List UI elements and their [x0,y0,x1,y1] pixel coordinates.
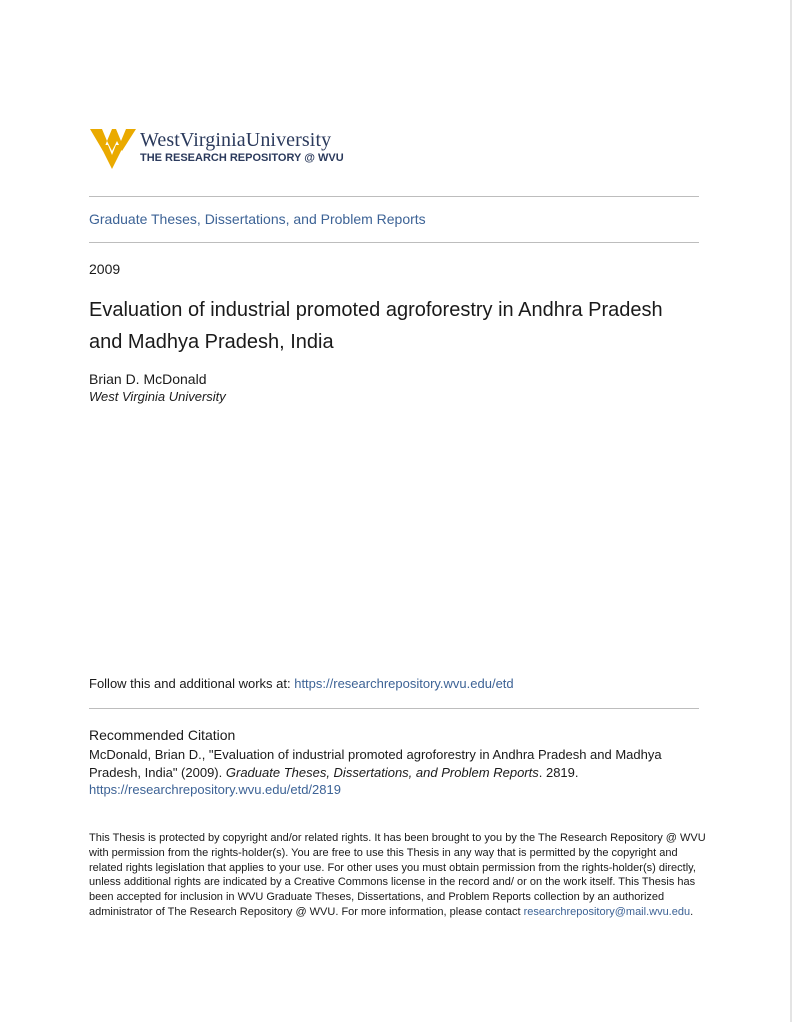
divider-top [89,196,699,197]
citation-part-2: . 2819. [538,764,579,780]
document-title-line-2: and Madhya Pradesh, India [89,331,334,353]
follow-line [89,676,514,691]
author-name: Brian D. McDonald [89,371,207,387]
series-link[interactable]: Graduate Theses, Dissertations, and Problem Reports [89,211,426,227]
logo-subtitle: THE RESEARCH REPOSITORY @ WVU [140,152,344,164]
divider-series [89,242,699,243]
citation-url-link[interactable]: https://researchrepository.wvu.edu/etd/2819 [89,782,341,797]
logo-title: WestVirginiaUniversity [140,129,332,151]
document-title [89,294,709,358]
wvu-logo[interactable] [90,125,380,175]
rights-suffix: . [690,905,694,918]
rights-statement [89,831,709,920]
author-affiliation: West Virginia University [89,389,226,404]
divider-citation [89,708,699,709]
rights-text: This Thesis is protected by copyright and/or related rights. It has been brought to you by the The Research Repository @ WVU with permission from the rights-holder(s). You are free to use this Thesis in any way that is permitted by the copyright and related rights legislation that applies to your use. For other uses you must obtain permission from the rights-holder(s) directly, unless additional rights are indicated by a Creative Commons license in the record and/ or on the work itself. This Thesis has been accepted for inclusion in WVU Graduate Theses, Dissertations, and Problem Reports collection by an authorized administrator of The Research Repository @ WVU. For more information, please contact [89,832,706,918]
follow-prefix: Follow this and additional works at: [89,676,295,691]
follow-url-link[interactable]: https://researchrepository.wvu.edu/etd [294,676,514,691]
citation-part-1: McDonald, Brian D., "Evaluation of industrial promoted agroforestry in Andhra Pradesh and Madhya Pradesh, India" (2009). [89,747,662,780]
flying-wv-icon [90,127,136,169]
citation-heading: Recommended Citation [89,727,236,743]
document-title-line-1: Evaluation of industrial promoted agroforestry in Andhra Pradesh [89,299,663,321]
citation-text [89,746,704,799]
publication-year: 2009 [89,261,121,277]
contact-email-link[interactable]: researchrepository@mail.wvu.edu [523,905,691,918]
citation-journal: Graduate Theses, Dissertations, and Problem Reports [225,764,539,780]
